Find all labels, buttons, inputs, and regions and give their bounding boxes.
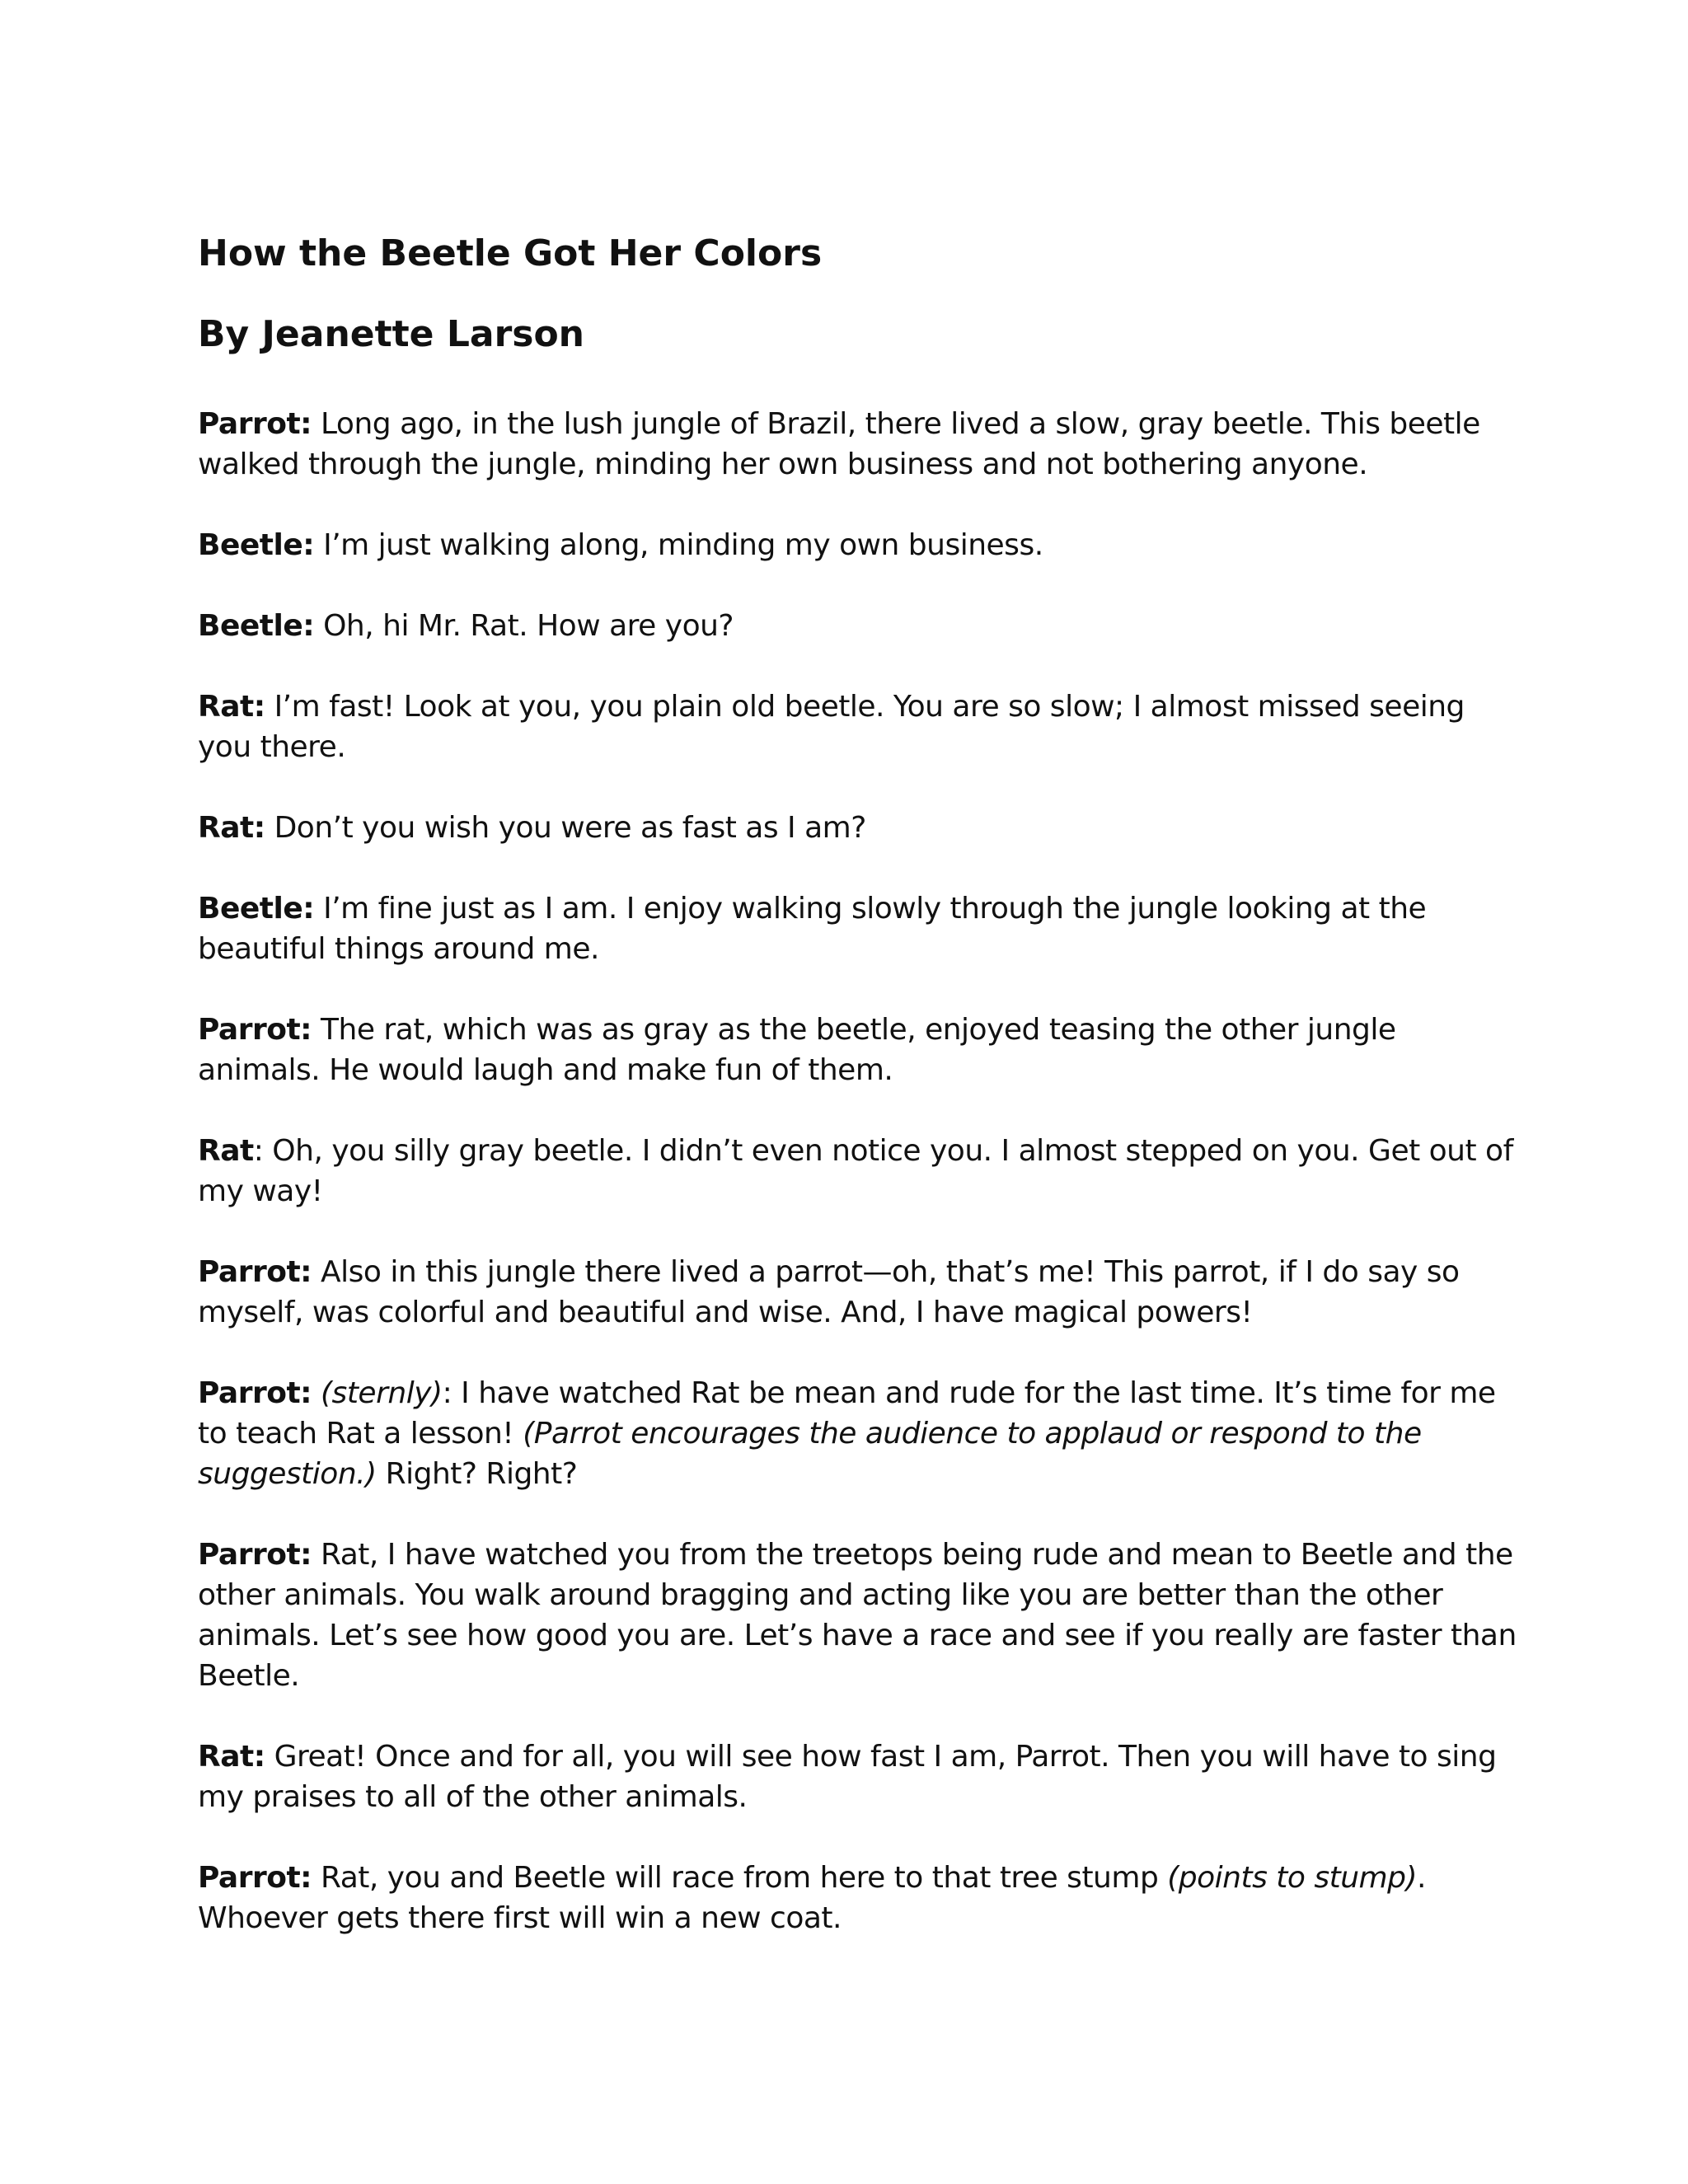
script-line: [198, 808, 1517, 848]
stage-direction: (sternly): [321, 1376, 443, 1410]
line-text: Don’t you wish you were as fast as I am?: [265, 811, 866, 845]
stage-direction: (Parrot encourages the audience to applaud or respond to the suggestion.): [198, 1417, 1422, 1491]
line-text: Rat, I have watched you from the treetops being rude and mean to Beetle and the other animals. You walk around bragging and acting like you are better than the other animals. Let’s see how good you are. Let’s have a race and see if you really are faster than Beetle.: [198, 1538, 1517, 1693]
speaker-label: Rat: [198, 1134, 254, 1168]
document-page: [198, 229, 1517, 1979]
line-text: Long ago, in the lush jungle of Brazil, there lived a slow, gray beetle. This beetle walked through the jungle, minding her own business and not bothering anyone.: [198, 407, 1480, 481]
speaker-label: Rat:: [198, 690, 265, 724]
speaker-label: Rat:: [198, 1740, 265, 1774]
script-line: [198, 404, 1517, 485]
script-line: [198, 1252, 1517, 1333]
document-byline: By Jeanette Larson: [198, 313, 585, 355]
speaker-label: Parrot:: [198, 407, 312, 441]
script-line: [198, 687, 1517, 767]
line-text: Rat, you and Beetle will race from here to that tree stump: [312, 1861, 1168, 1895]
speaker-label: Parrot:: [198, 1376, 312, 1410]
speaker-label: Parrot:: [198, 1538, 312, 1572]
line-text: I’m just walking along, minding my own business.: [314, 528, 1043, 562]
script-line: [198, 888, 1517, 969]
line-text: . Whoever gets there first will win a new coat.: [198, 1861, 1426, 1935]
script-line: [198, 606, 1517, 646]
script-line: [198, 1858, 1517, 1938]
speaker-label: Rat:: [198, 811, 265, 845]
speaker-label: Parrot:: [198, 1861, 312, 1895]
script-line: [198, 1010, 1517, 1090]
speaker-label: Beetle:: [198, 892, 315, 926]
line-text: Great! Once and for all, you will see how fast I am, Parrot. Then you will have to sing my praises to all of the other animals.: [198, 1740, 1497, 1814]
line-text: : I have watched Rat be mean and rude for the last time. It’s time for me to teach Rat a lesson!: [198, 1376, 1496, 1451]
document-title: How the Beetle Got Her Colors: [198, 232, 823, 274]
script-line: [198, 1736, 1517, 1817]
line-text: [312, 1376, 321, 1410]
line-text: I’m fine just as I am. I enjoy walking slowly through the jungle looking at the beautiful things around me.: [198, 892, 1427, 966]
script-line: [198, 1373, 1517, 1494]
speaker-label: Parrot:: [198, 1013, 312, 1047]
line-text: The rat, which was as gray as the beetle, enjoyed teasing the other jungle animals. He would laugh and make fun of them.: [198, 1013, 1396, 1087]
line-text: I’m fast! Look at you, you plain old beetle. You are so slow; I almost missed seeing you there.: [198, 690, 1465, 764]
script-line: [198, 1535, 1517, 1696]
script-line: [198, 1131, 1517, 1212]
line-text: Right? Right?: [376, 1457, 578, 1491]
speaker-label: Beetle:: [198, 609, 315, 643]
line-text: : Oh, you silly gray beetle. I didn’t even notice you. I almost stepped on you. Get out of my way!: [198, 1134, 1513, 1208]
script-line: [198, 525, 1517, 565]
speaker-label: Parrot:: [198, 1255, 312, 1289]
stage-direction: (points to stump): [1167, 1861, 1418, 1895]
script-body: [198, 404, 1517, 1938]
line-text: Oh, hi Mr. Rat. How are you?: [314, 609, 734, 643]
line-text: Also in this jungle there lived a parrot—oh, that’s me! This parrot, if I do say so myself, was colorful and beautiful and wise. And, I have magical powers!: [198, 1255, 1460, 1329]
speaker-label: Beetle:: [198, 528, 315, 562]
